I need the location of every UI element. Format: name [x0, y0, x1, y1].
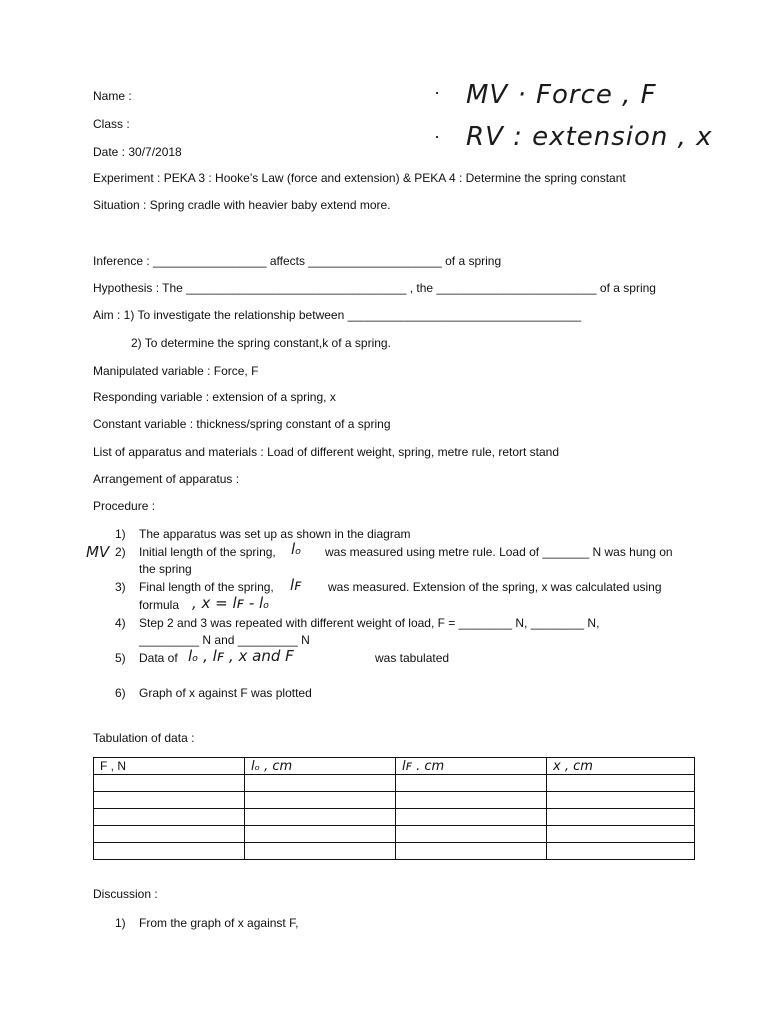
step-2-text-b: was measured using metre rule. Load of _______ N was hung on	[325, 545, 673, 559]
table-cell[interactable]	[245, 775, 396, 792]
arrangement-label: Arrangement of apparatus :	[93, 472, 240, 486]
table-row	[94, 792, 695, 809]
table-row	[94, 809, 695, 826]
step-3-text-b: was measured. Extension of the spring, x was calculated using	[328, 580, 662, 594]
constant-variable: Constant variable : thickness/spring constant of a spring	[93, 417, 391, 431]
date-label: Date : 30/7/2018	[93, 145, 182, 159]
table-cell[interactable]	[396, 826, 547, 843]
table-header-extension: x , cm	[547, 758, 695, 775]
handwritten-bullet-1: ·	[434, 82, 440, 102]
responding-variable: Responding variable : extension of a spring, x	[93, 390, 336, 404]
margin-mv-note: MV	[86, 543, 110, 561]
step-5-text-a: Data of	[139, 651, 178, 665]
table-row	[94, 775, 695, 792]
table-cell[interactable]	[245, 809, 396, 826]
table-row	[94, 826, 695, 843]
inference-text: Inference : _________________ affects ____________________ of a spring	[93, 254, 502, 268]
discussion-label: Discussion :	[93, 887, 158, 901]
table-cell[interactable]	[547, 843, 695, 860]
discussion-item-1-text: From the graph of x against F,	[139, 916, 299, 930]
table-cell[interactable]	[245, 843, 396, 860]
step-5-text-b: was tabulated	[375, 651, 450, 665]
step-6-text: Graph of x against F was plotted	[139, 686, 312, 700]
step-3-handwritten-lf: lꜰ	[290, 576, 302, 594]
name-label: Name :	[93, 89, 132, 103]
step-2-number: 2)	[115, 545, 126, 559]
discussion-item-1-number: 1)	[115, 916, 126, 930]
handwritten-bullet-2: ·	[434, 126, 440, 146]
table-cell[interactable]	[94, 843, 245, 860]
table-cell[interactable]	[245, 792, 396, 809]
tabulation-label: Tabulation of data :	[93, 731, 195, 745]
step-3-text-a: Final length of the spring,	[139, 580, 274, 594]
table-cell[interactable]	[547, 775, 695, 792]
table-cell[interactable]	[396, 775, 547, 792]
step-3-handwritten-formula: , x = lꜰ - lₒ	[192, 594, 270, 612]
aim-2-text: 2) To determine the spring constant,k of a spring.	[131, 336, 391, 350]
step-5-handwritten-variables: lₒ , lꜰ , x and F	[188, 647, 294, 665]
situation-text: Situation : Spring cradle with heavier baby extend more.	[93, 198, 391, 212]
table-header-final-length: lꜰ . cm	[396, 758, 547, 775]
handwritten-mv-note: MV · Force , F	[466, 80, 657, 110]
step-3-number: 3)	[115, 580, 126, 594]
table-cell[interactable]	[396, 843, 547, 860]
table-cell[interactable]	[547, 826, 695, 843]
step-2-handwritten-l0: lₒ	[291, 540, 302, 558]
step-2-text-a: Initial length of the spring,	[139, 545, 276, 559]
table-cell[interactable]	[94, 826, 245, 843]
table-cell[interactable]	[547, 809, 695, 826]
table-cell[interactable]	[245, 826, 396, 843]
hypothesis-text: Hypothesis : The _________________________________ , the ________________________ of a spring	[93, 281, 656, 295]
data-table	[93, 757, 695, 860]
table-cell[interactable]	[547, 792, 695, 809]
table-row	[94, 843, 695, 860]
experiment-title: Experiment : PEKA 3 : Hooke’s Law (force and extension) & PEKA 4 : Determine the spring constant	[93, 171, 626, 185]
handwritten-rv-note: RV : extension , x	[466, 122, 713, 152]
table-cell[interactable]	[94, 792, 245, 809]
step-5-number: 5)	[115, 651, 126, 665]
step-4-text-b: _________ N and _________ N	[139, 633, 310, 647]
table-header-row	[94, 758, 695, 775]
table-header-force: F , N	[94, 758, 245, 775]
apparatus-list: List of apparatus and materials : Load of different weight, spring, metre rule, retort stand	[93, 445, 560, 459]
table-cell[interactable]	[94, 775, 245, 792]
step-2-text-c: the spring	[139, 562, 192, 576]
manipulated-variable: Manipulated variable : Force, F	[93, 364, 259, 378]
step-1-text: The apparatus was set up as shown in the diagram	[139, 527, 411, 541]
table-cell[interactable]	[396, 809, 547, 826]
step-6-number: 6)	[115, 686, 126, 700]
table-cell[interactable]	[396, 792, 547, 809]
table-cell[interactable]	[94, 809, 245, 826]
step-1-number: 1)	[115, 527, 126, 541]
table-header-initial-length: lₒ , cm	[245, 758, 396, 775]
step-4-number: 4)	[115, 616, 126, 630]
class-label: Class :	[93, 117, 130, 131]
aim-1-text: Aim : 1) To investigate the relationship between ___________________________________	[93, 308, 582, 322]
step-4-text-a: Step 2 and 3 was repeated with different weight of load, F = ________ N, ________ N,	[139, 616, 600, 630]
procedure-label: Procedure :	[93, 499, 156, 513]
step-3-text-c: formula	[139, 598, 180, 612]
